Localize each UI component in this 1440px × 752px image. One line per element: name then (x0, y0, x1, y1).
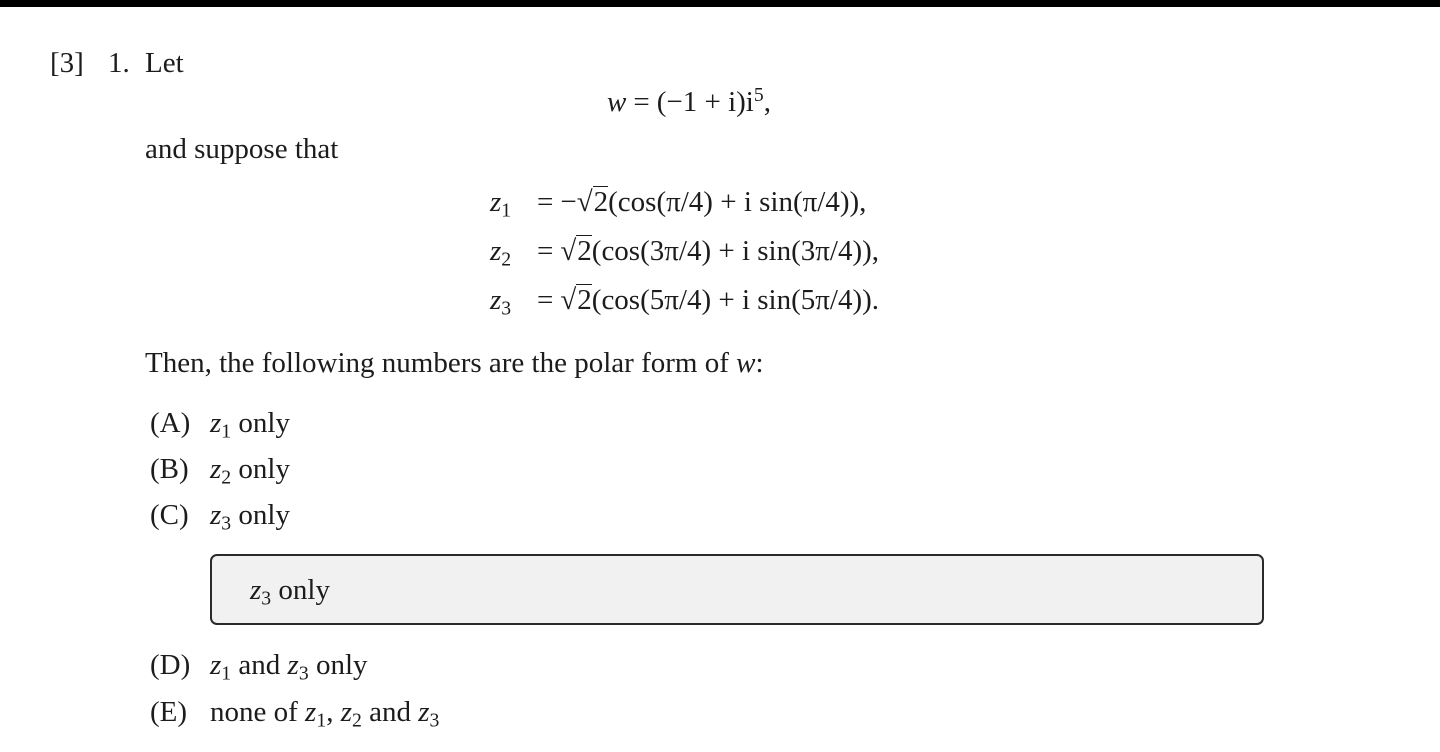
option-e-var1: z (305, 696, 317, 728)
answer-only: only (278, 574, 330, 606)
option-d-var2: z (287, 649, 299, 681)
option-b-text: only (238, 453, 290, 485)
answer-sub: 3 (261, 587, 272, 610)
option-c[interactable] (150, 499, 290, 535)
z2-var: z (490, 235, 502, 267)
option-e-sub3: 3 (429, 709, 440, 732)
z3-equation (490, 284, 879, 333)
option-a-var: z (210, 407, 222, 439)
z2-equals: = (537, 235, 554, 267)
then-line (145, 347, 764, 380)
option-d-text: only (315, 649, 368, 681)
z2-radicand: 2 (577, 235, 592, 267)
option-a-text: only (238, 407, 290, 439)
option-d-label: (D) (150, 649, 191, 681)
option-c-var: z (210, 499, 222, 531)
w-equation (607, 86, 771, 119)
z3-equals: = (537, 284, 554, 316)
sqrt-symbol: √ (560, 284, 577, 316)
option-c-sub: 3 (221, 512, 232, 535)
z2-equation (490, 235, 879, 284)
z1-radicand: 2 (593, 186, 609, 218)
option-b-var: z (210, 453, 222, 485)
option-e-sub2: 2 (351, 709, 362, 732)
w-exponent: 5 (753, 84, 764, 107)
answer-var: z (250, 574, 262, 606)
option-b-sub: 2 (221, 466, 232, 489)
z2-sub: 2 (501, 248, 512, 271)
z3-var: z (490, 284, 502, 316)
and-suppose-text: and suppose that (145, 133, 339, 165)
option-a-sub: 1 (221, 420, 232, 443)
equals-sign: = (633, 86, 650, 118)
option-d-mid: and (238, 649, 281, 681)
question-intro: Let (145, 47, 184, 79)
z1-sub: 1 (501, 199, 512, 222)
option-d-var1: z (210, 649, 222, 681)
option-a[interactable] (150, 407, 290, 443)
answer-text (250, 574, 330, 610)
option-d-sub1: 1 (221, 662, 232, 685)
z1-equation (490, 186, 879, 235)
question-number: 1. (108, 47, 130, 79)
z1-sign: − (560, 186, 577, 218)
sqrt-symbol: √ (576, 186, 593, 218)
option-e-pre: none of (210, 696, 298, 728)
question-marks: [3] (50, 47, 84, 79)
option-e-sep: , (326, 696, 334, 728)
answer-box[interactable] (210, 554, 1264, 625)
z2-body: (cos(3π/4) + i sin(3π/4)), (591, 235, 880, 267)
option-e-var2: z (340, 696, 352, 728)
option-d[interactable] (150, 649, 368, 685)
option-e-label: (E) (150, 696, 188, 728)
option-c-label: (C) (150, 499, 189, 531)
z3-body: (cos(5π/4) + i sin(5π/4)). (591, 284, 880, 316)
z3-sub: 3 (501, 297, 512, 320)
option-e-var3: z (418, 696, 430, 728)
w-trail: , (763, 86, 771, 118)
z1-equals: = (537, 186, 554, 218)
option-b-label: (B) (150, 453, 189, 485)
z1-var: z (490, 186, 502, 218)
w-rhs: (−1 + i)i (656, 86, 754, 118)
z-equations (490, 186, 879, 333)
w-variable: w (607, 86, 627, 118)
then-text: Then, the following numbers are the polar form of (145, 347, 729, 379)
option-e[interactable] (150, 696, 440, 732)
option-b[interactable] (150, 453, 290, 489)
sqrt-symbol: √ (560, 235, 577, 267)
z3-radicand: 2 (577, 284, 592, 316)
option-a-label: (A) (150, 407, 191, 439)
then-var: w (736, 347, 756, 379)
z1-body: (cos(π/4) + i sin(π/4)), (608, 186, 867, 218)
option-d-sub2: 3 (298, 662, 309, 685)
then-trail: : (755, 347, 764, 379)
option-e-mid: and (369, 696, 411, 728)
option-c-text: only (238, 499, 290, 531)
top-bar (0, 0, 1440, 7)
option-e-sub1: 1 (316, 709, 327, 732)
